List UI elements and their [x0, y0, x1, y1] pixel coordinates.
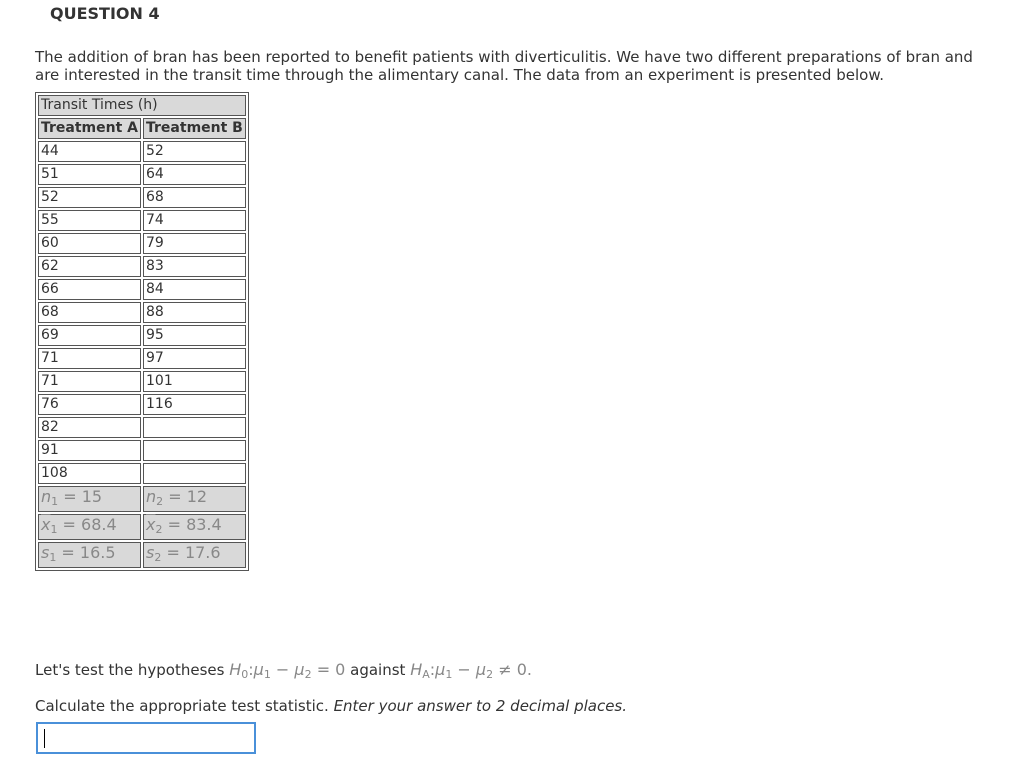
table-row: [38, 417, 246, 438]
treatment-b-value: 52: [143, 141, 246, 162]
treatment-a-value: 68: [38, 302, 141, 323]
treatment-b-value: 79: [143, 233, 246, 254]
instruction-text: Calculate the appropriate test statistic.: [35, 697, 329, 715]
treatment-a-value: 91: [38, 440, 141, 461]
treatment-a-value: 44: [38, 141, 141, 162]
treatment-b-value: 68: [143, 187, 246, 208]
treatment-a-value: 69: [38, 325, 141, 346]
treatment-b-value: 97: [143, 348, 246, 369]
alternative-hypothesis: $H_A:\mu_1 - \mu_2 \ne 0$.: [410, 660, 532, 681]
treatment-a-value: 71: [38, 348, 141, 369]
stat-xbar1: $\overline{x}_1 = 68.4$: [38, 514, 141, 540]
treatment-b-value: [143, 440, 246, 461]
table-row: [38, 394, 246, 415]
stat-xbar2: $\overline{x}_2 = 83.4$: [143, 514, 246, 540]
hypotheses-statement: [35, 660, 532, 681]
table-row: [38, 348, 246, 369]
treatment-b-value: [143, 463, 246, 484]
table-row: [38, 302, 246, 323]
table-caption: Transit Times (h): [38, 95, 246, 116]
treatment-a-value: 76: [38, 394, 141, 415]
answer-input[interactable]: [36, 722, 256, 754]
treatment-b-value: 74: [143, 210, 246, 231]
transit-times-table: [35, 92, 249, 571]
instruction-note: Enter your answer to 2 decimal places.: [333, 697, 628, 715]
treatment-a-value: 55: [38, 210, 141, 231]
text-cursor: [44, 729, 45, 748]
table-row: [38, 463, 246, 484]
treatment-b-value: [143, 417, 246, 438]
treatment-b-value: 83: [143, 256, 246, 277]
table-row: [38, 256, 246, 277]
header-treatment-b: Treatment B: [143, 118, 246, 139]
treatment-b-value: 101: [143, 371, 246, 392]
hypotheses-against: against: [350, 661, 406, 679]
table-row: [38, 233, 246, 254]
treatment-a-value: 62: [38, 256, 141, 277]
table-row: [38, 187, 246, 208]
hypotheses-prefix: Let's test the hypotheses: [35, 661, 225, 679]
table-row: [38, 440, 246, 461]
table-row: [38, 210, 246, 231]
treatment-a-value: 52: [38, 187, 141, 208]
treatment-a-value: 60: [38, 233, 141, 254]
header-treatment-a: Treatment A: [38, 118, 141, 139]
stat-n2: $n_2 = 12$: [143, 486, 246, 512]
treatment-a-value: 82: [38, 417, 141, 438]
question-intro: The addition of bran has been reported to benefit patients with diverticulitis. We have two different preparations of bran and are interested in the transit time through the alimentary canal. The data from an experiment is presented below.: [35, 48, 973, 84]
treatment-b-value: 84: [143, 279, 246, 300]
treatment-a-value: 71: [38, 371, 141, 392]
treatment-a-value: 108: [38, 463, 141, 484]
question-title: QUESTION 4: [50, 4, 160, 23]
null-hypothesis: $H_0:\mu_1 - \mu_2 = 0$: [229, 660, 346, 681]
stat-s2: $s_2 = 17.6$: [143, 542, 246, 568]
treatment-b-value: 116: [143, 394, 246, 415]
treatment-b-value: 64: [143, 164, 246, 185]
treatment-a-value: 66: [38, 279, 141, 300]
table-row: [38, 279, 246, 300]
stat-s1: $s_1 = 16.5$: [38, 542, 141, 568]
table-row: [38, 325, 246, 346]
treatment-a-value: 51: [38, 164, 141, 185]
instruction-line: [35, 697, 627, 715]
treatment-b-value: 95: [143, 325, 246, 346]
table-row: [38, 371, 246, 392]
table-row: [38, 164, 246, 185]
table-row: [38, 141, 246, 162]
treatment-b-value: 88: [143, 302, 246, 323]
stat-n1: $n_1 = 15$: [38, 486, 141, 512]
